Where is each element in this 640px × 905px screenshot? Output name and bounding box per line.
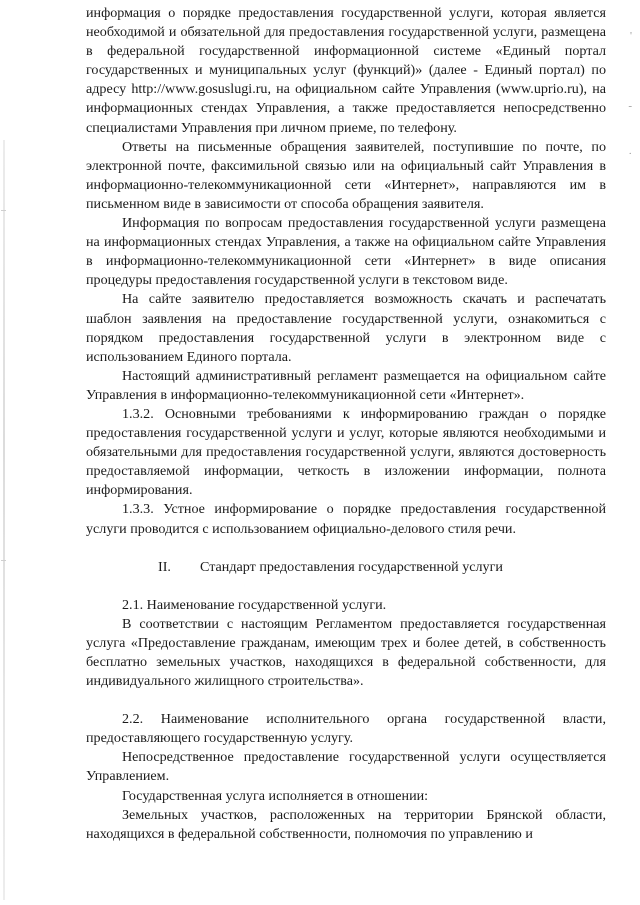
- paragraph: В соответствии с настоящим Регламентом предоставляется государственная услуга «Предоставление гражданам, имеющим трех и более детей, в собственность бесплатно земельных участков, находящихся в федеральной собственности, для индивидуального жилищного строительства».: [86, 615, 606, 690]
- paragraph: Ответы на письменные обращения заявителей, поступившие по почте, по электронной почте, факсимильной связью или на официальный сайт Управления в информационно-телекоммуникационной сети «Интернет», направляются им в письменном виде в зависимости от способа обращения заявителя.: [86, 138, 606, 212]
- section-title: Стандарт предоставления государственной услуги: [200, 558, 503, 575]
- scan-edge-mark: [3, 140, 5, 900]
- scan-edge-tick: [1, 560, 6, 561]
- paragraph: Земельных участков, расположенных на территории Брянской области, находящихся в федеральной собственности, полномочия по управлению и: [86, 806, 606, 842]
- paragraph: информация о порядке предоставления государственной услуги, которая является необходимой и обязательной для предоставления государственной услуги, размещена в федеральной государственной информационной системе «Единый портал государственных и муниципальных услуг (функций)» (далее - Единый портал) по адресу http://www.gosuslugi.ru, на официальном сайте Управления (www.uprio.ru), на информационных стендах Управления, а также предоставляется непосредственно специалистами Управления при личном приеме, по телефону.: [86, 5, 606, 136]
- section-number: II.: [158, 558, 171, 575]
- paragraph: 1.3.2. Основными требованиями к информированию граждан о порядке предоставления государственной услуги и услуг, которые являются необходимыми и обязательными для предоставления государственной услуги, являются достоверность предоставляемой информации, четкость в изложении информации, полнота информирования.: [86, 405, 606, 499]
- spacer: [86, 691, 606, 710]
- paragraph: 2.1. Наименование государственной услуги.: [122, 596, 387, 613]
- paragraph: Государственная услуга исполняется в отношении:: [122, 787, 429, 804]
- spacer: [86, 577, 606, 596]
- section-heading: [86, 558, 606, 577]
- paragraph: Информация по вопросам предоставления государственной услуги размещена на информационных стендах Управления, а также на официальном сайте Управления в информационно-телекоммуникационной сети «Интернет» в виде описания процедуры предоставления государственной услуги в текстовом виде.: [86, 215, 606, 289]
- spacer: [86, 539, 606, 558]
- paragraph: Непосредственное предоставление государственной услуги осуществляется Управлением.: [86, 749, 606, 785]
- paragraph: Настоящий административный регламент размещается на официальном сайте Управления в информационно-телекоммуникационной сети «Интернет».: [86, 367, 606, 403]
- scan-speck: ': [630, 30, 632, 42]
- scan-speck: -: [628, 100, 632, 112]
- paragraph: 2.2. Наименование исполнительного органа государственной власти, предоставляющего государственную услугу.: [86, 711, 606, 747]
- scan-speck: ·: [628, 148, 632, 160]
- scan-edge-tick: [1, 210, 6, 211]
- paragraph: 1.3.3. Устное информирование о порядке предоставления государственной услуги проводится с использованием официально-делового стиля речи.: [86, 501, 606, 537]
- paragraph: На сайте заявителю предоставляется возможность скачать и распечатать шаблон заявления на предоставление государственной услуги, ознакомиться с порядком предоставления государственной услуги в электронном виде с использованием Единого портала.: [86, 291, 606, 365]
